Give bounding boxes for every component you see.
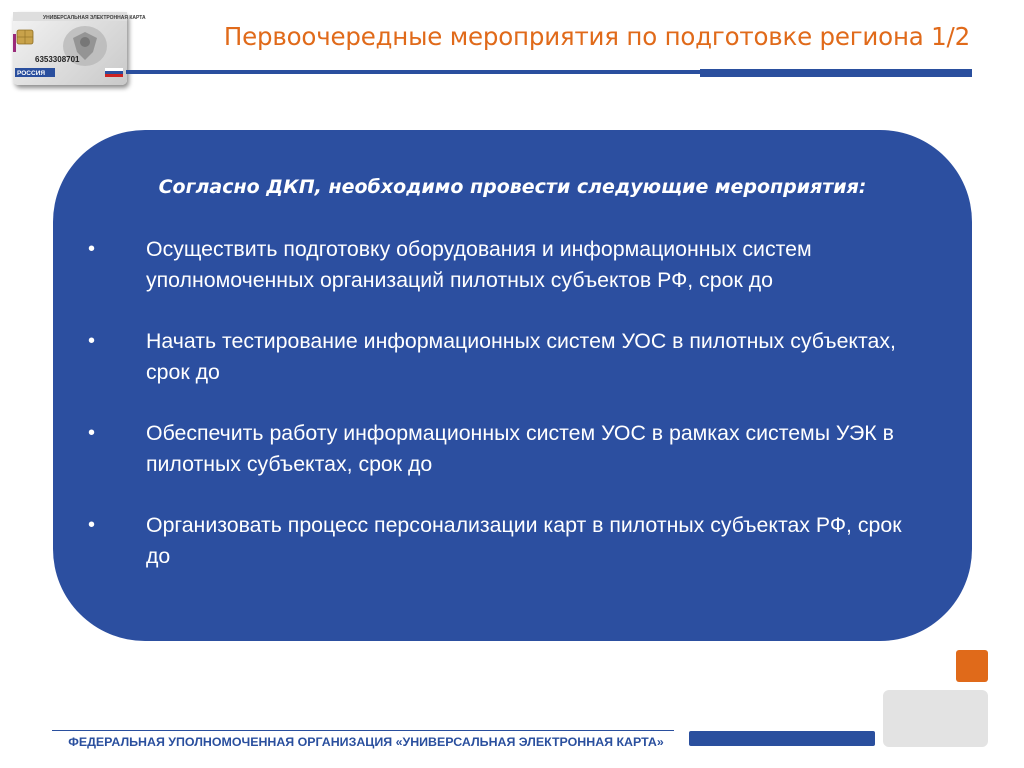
list-item — [53, 326, 972, 388]
bullet-icon: • — [88, 330, 96, 352]
decor-gray-square — [883, 690, 988, 747]
svg-text:УНИВЕРСАЛЬНАЯ ЭЛЕКТРОННАЯ КАРТ: УНИВЕРСАЛЬНАЯ ЭЛЕКТРОННАЯ КАРТА — [43, 15, 146, 21]
footer-organization-name: ФЕДЕРАЛЬНАЯ УПОЛНОМОЧЕННАЯ ОРГАНИЗАЦИЯ «УНИВЕРСАЛЬНАЯ ЭЛЕКТРОННАЯ КАРТА» — [68, 735, 664, 749]
list-item-text: Обеспечить работу информационных систем УОС в рамках системы УЭК в пилотных субъектах, срок до — [146, 421, 894, 476]
activity-list — [53, 234, 972, 602]
list-item-text: Организовать процесс персонализации карт в пилотных субъектах РФ, срок до — [146, 513, 902, 568]
title-underline-accent — [700, 69, 972, 77]
uec-logo-card — [13, 12, 146, 85]
list-item-text: Осуществить подготовку оборудования и информационных систем уполномоченных организаций пилотных субъектов РФ, срок до — [146, 237, 812, 292]
list-item-text: Начать тестирование информационных систем УОС в пилотных субъектах, срок до — [146, 329, 896, 384]
bullet-icon: • — [88, 422, 96, 444]
panel-heading: Согласно ДКП, необходимо провести следующие мероприятия: — [158, 176, 867, 198]
svg-text:6353308701: 6353308701 — [35, 55, 80, 64]
slide-title: Первоочередные мероприятия по подготовке региона 1/2 — [223, 22, 970, 51]
list-item — [53, 510, 972, 572]
footer-divider — [52, 730, 674, 731]
decor-orange-square — [956, 650, 988, 682]
content-panel — [53, 130, 972, 641]
list-item — [53, 418, 972, 480]
bullet-icon: • — [88, 514, 96, 536]
svg-text:РОССИЯ: РОССИЯ — [17, 70, 46, 77]
bullet-icon: • — [88, 238, 96, 260]
uec-card-icon — [13, 12, 146, 85]
list-item — [53, 234, 972, 296]
footer-accent-bar — [689, 731, 875, 746]
